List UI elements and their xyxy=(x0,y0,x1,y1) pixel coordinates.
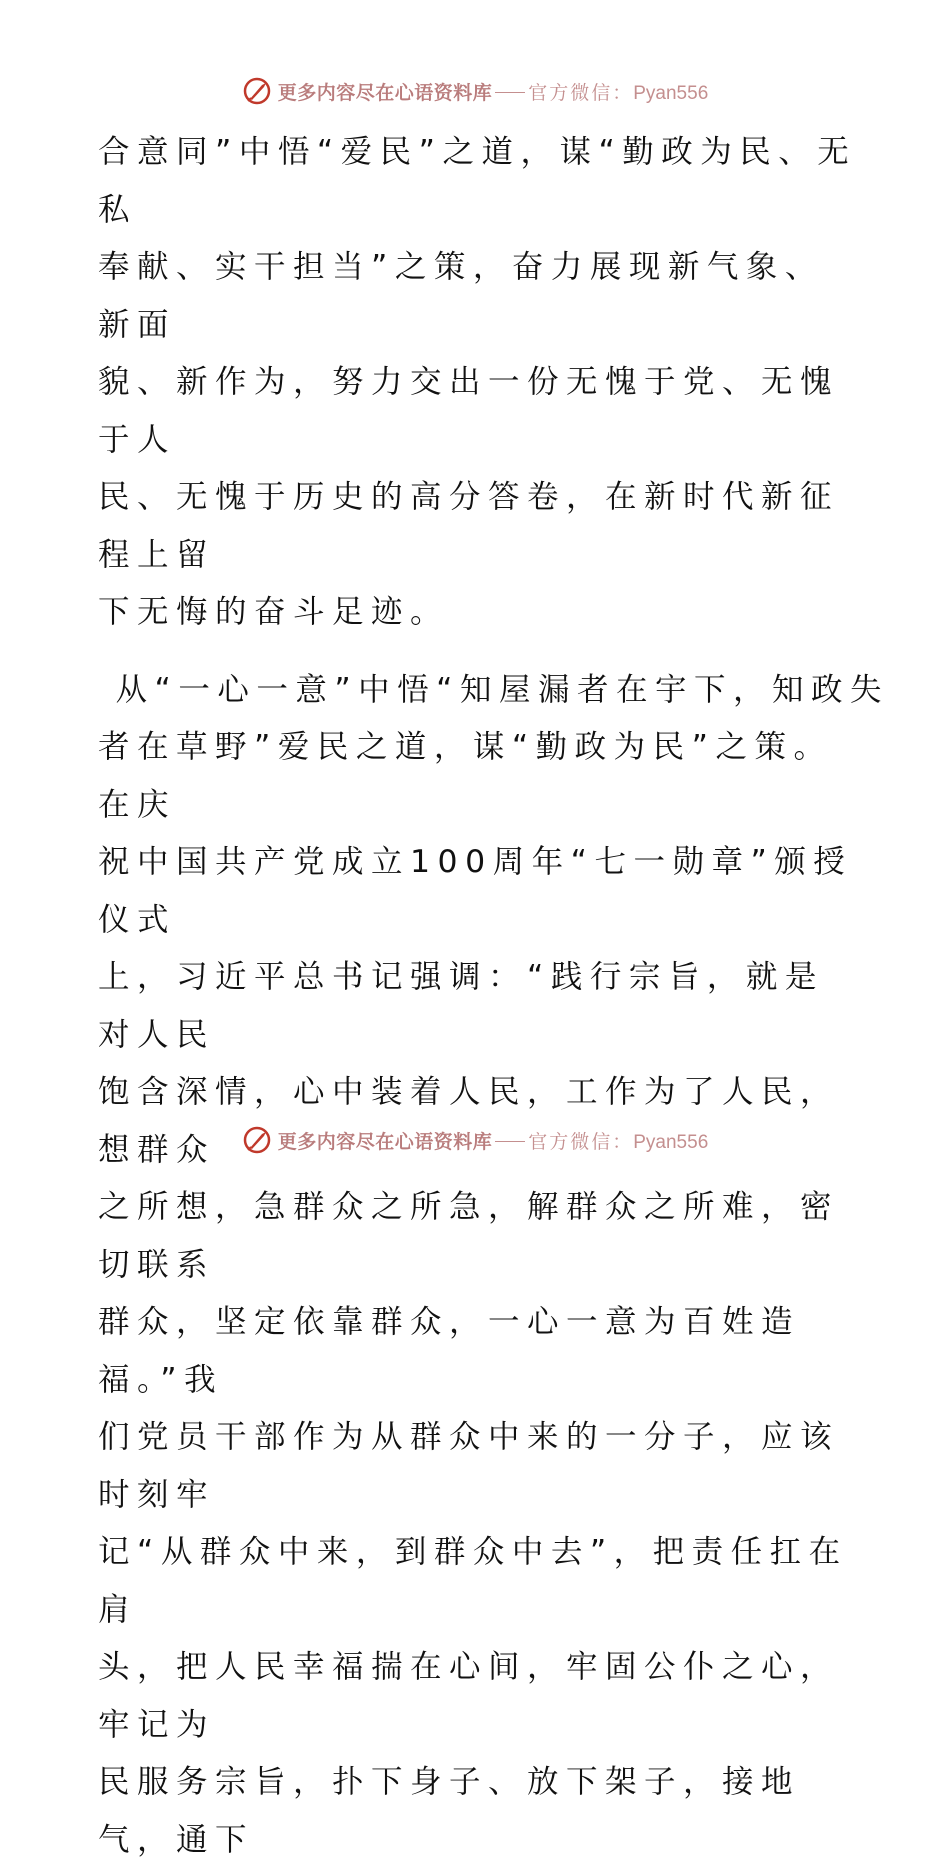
banner-dash xyxy=(495,92,525,93)
feather-pen-logo-icon xyxy=(242,76,272,106)
header-banner xyxy=(0,71,950,111)
text-line: 民服务宗旨，扑下身子、放下架子，接地气，通下 xyxy=(98,1754,858,1869)
banner-text xyxy=(278,1127,709,1154)
paragraph-2 xyxy=(98,662,858,1869)
paragraph-1 xyxy=(98,124,858,642)
text-line: 合意同”中悟“爱民”之道，谋“勤政为民、无私 xyxy=(98,124,858,239)
text-line: 貌、新作为，努力交出一份无愧于党、无愧于人 xyxy=(98,354,858,469)
banner-main-text: 更多内容尽在心语资料库 xyxy=(278,1127,493,1154)
document-body xyxy=(98,124,858,1869)
banner-main-text: 更多内容尽在心语资料库 xyxy=(278,78,493,105)
footer-banner xyxy=(0,1120,950,1160)
banner-wechat-label: 官方微信： xyxy=(528,78,633,105)
text-line: 从“一心一意”中悟“知屋漏者在宇下，知政失 xyxy=(98,662,858,720)
banner-wechat-id: Pyan556 xyxy=(633,83,708,105)
text-line: 奉献、实干担当”之策，奋力展现新气象、新面 xyxy=(98,239,858,354)
text-line: 上，习近平总书记强调：“践行宗旨，就是对人民 xyxy=(98,949,858,1064)
text-line: 记“从群众中来，到群众中去”，把责任扛在肩 xyxy=(98,1524,858,1639)
text-line: 者在草野”爱民之道，谋“勤政为民”之策。在庆 xyxy=(98,719,858,834)
banner-text xyxy=(278,78,709,105)
text-line: 祝中国共产党成立100周年“七一勋章”颁授仪式 xyxy=(98,834,858,949)
text-line: 民、无愧于历史的高分答卷，在新时代新征程上留 xyxy=(98,469,858,584)
paragraph-gap xyxy=(98,642,858,662)
text-line: 群众，坚定依靠群众，一心一意为百姓造福。”我 xyxy=(98,1294,858,1409)
text-line: 头，把人民幸福揣在心间，牢固公仆之心，牢记为 xyxy=(98,1639,858,1754)
text-line: 之所想，急群众之所急，解群众之所难，密切联系 xyxy=(98,1179,858,1294)
banner-wechat-label: 官方微信： xyxy=(528,1127,633,1154)
text-line: 下无悔的奋斗足迹。 xyxy=(98,584,858,642)
text-line: 们党员干部作为从群众中来的一分子，应该时刻牢 xyxy=(98,1409,858,1524)
feather-pen-logo-icon xyxy=(242,1125,272,1155)
banner-wechat-id: Pyan556 xyxy=(633,1132,708,1154)
banner-dash xyxy=(495,1141,525,1142)
text-line: 饱含深情，心中装着人民，工作为了人民，想群众 xyxy=(98,1064,858,1179)
